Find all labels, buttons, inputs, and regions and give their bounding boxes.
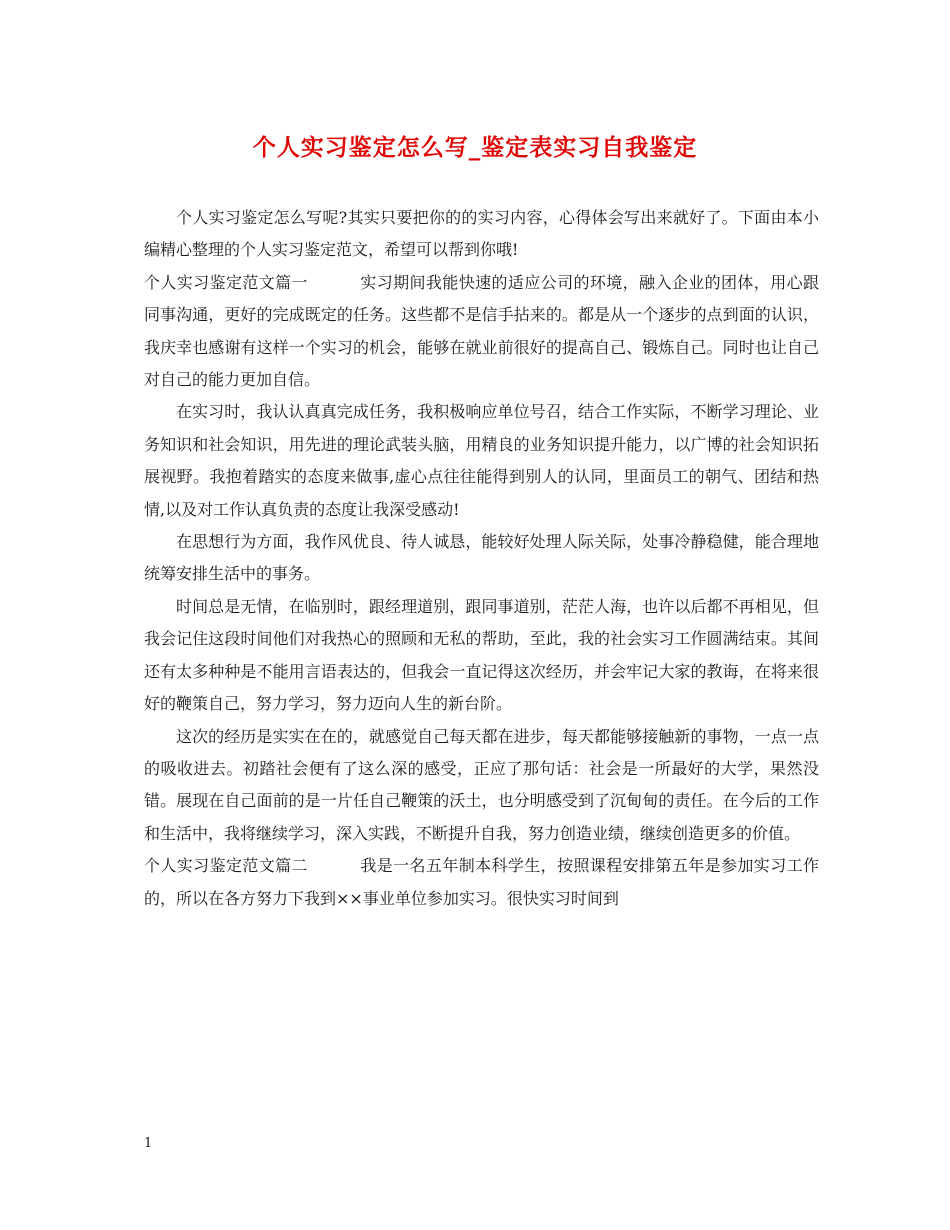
body-paragraph-4: 这次的经历是实实在在的，就感觉自己每天都在进步，每天都能够接触新的事物，一点一点的吸收进去。初踏社会便有了这么深的感受，正应了那句话：社会是一所最好的大学，果然没错。展现在自己面前的是一片任自己鞭策的沃土，也分明感受到了沉甸甸的责任。在今后的工作和生活中，我将继续学习，深入实践，不断提升自我，努力创造业绩，继续创造更多的价值。	[144, 726, 819, 843]
body-paragraph-2: 在思想行为方面，我作风优良、待人诚恳，能较好处理人际关际，处事冷静稳健，能合理地统筹安排生活中的事务。	[144, 532, 819, 584]
document-title: 个人实习鉴定怎么写_鉴定表实习自我鉴定	[252, 134, 698, 161]
document-body	[144, 202, 819, 915]
section-2-text: 我是一名五年制本科学生，按照课程安排第五年是参加实习工作的，所以在各方努力下我到××事业单位参加实习。很快实习时间到	[144, 856, 819, 908]
section-2-heading: 个人实习鉴定范文篇二	[144, 856, 308, 876]
section-1-paragraph	[144, 267, 819, 397]
section-2-paragraph	[144, 850, 819, 915]
body-paragraph-3: 时间总是无情，在临别时，跟经理道别，跟同事道别，茫茫人海，也许以后都不再相见，但我会记住这段时间他们对我热心的照顾和无私的帮助，至此，我的社会实习工作圆满结束。其间还有太多种种是不能用言语表达的，但我会一直记得这次经历，并会牢记大家的教诲，在将来很好的鞭策自己，努力学习，努力迈向人生的新台阶。	[144, 596, 819, 714]
section-1-heading: 个人实习鉴定范文篇一	[144, 272, 308, 292]
body-paragraph-1: 在实习时，我认认真真完成任务，我积极响应单位号召，结合工作实际，不断学习理论、业务知识和社会知识，用先进的理论武装头脑，用精良的业务知识提升能力，以广博的社会知识拓展视野。我抱着踏实的态度来做事,虚心点往往能得到别人的认同，里面员工的朝气、团结和热情,以及对工作认真负责的态度让我深受感动!	[144, 402, 819, 519]
intro-paragraph: 个人实习鉴定怎么写呢?其实只要把你的的实习内容，心得体会写出来就好了。下面由本小编精心整理的个人实习鉴定范文，希望可以帮到你哦!	[144, 208, 819, 260]
section-1-text: 实习期间我能快速的适应公司的环境，融入企业的团体，用心跟同事沟通，更好的完成既定的任务。这些都不是信手拈来的。都是从一个逐步的点到面的认识，我庆幸也感谢有这样一个实习的机会，能够在就业前很好的提高自己、锻炼自己。同时也让自己对自己的能力更加自信。	[144, 272, 819, 390]
page-number: 1	[144, 1136, 153, 1151]
